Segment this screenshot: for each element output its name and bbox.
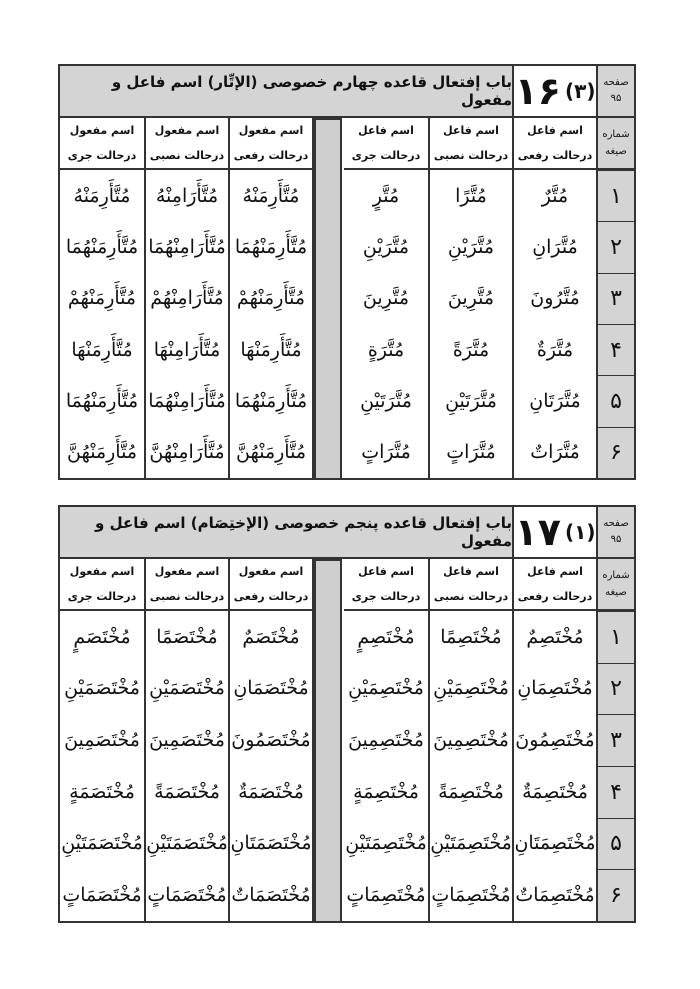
table-cell: مُتَّأَرِمَنْهَا bbox=[71, 338, 133, 361]
table-column bbox=[430, 611, 514, 921]
conjugation-table-16 bbox=[58, 64, 636, 480]
column-header-line2: درحالت نصبی bbox=[149, 149, 225, 162]
column-header-line1: اسم مفعول bbox=[238, 124, 304, 137]
table-cell: مُتَّرَةٍ bbox=[367, 338, 405, 361]
table-cell: مُتَّرٌ bbox=[541, 184, 569, 207]
row-number-header-line2: صیغه bbox=[605, 146, 627, 157]
column-header-line1: اسم فاعل bbox=[527, 565, 583, 578]
row-number: ۳ bbox=[598, 714, 634, 766]
table-cell: مُتَّرَتَانِ bbox=[529, 389, 581, 412]
table-column bbox=[146, 611, 230, 921]
table-cell: مُتَّأَرِمَنْهُمْ bbox=[236, 287, 306, 310]
table-cell: مُتَّأَرَامِنْهَا bbox=[153, 338, 221, 361]
conjugation-table-17 bbox=[58, 505, 636, 923]
column-header-line1: اسم مفعول bbox=[238, 565, 304, 578]
table-cell: مُخْتَصَمَةً bbox=[154, 780, 220, 803]
table-cell: مُخْتَصِمَةٍ bbox=[353, 780, 419, 803]
column-header bbox=[146, 118, 230, 170]
table-cell: مُخْتَصِمَةٌ bbox=[522, 780, 588, 803]
page-label: صفحه bbox=[603, 77, 629, 88]
table-cell: مُتَّرَتَيْنِ bbox=[360, 389, 412, 412]
table-cell: مُتَّرَاتٍ bbox=[361, 441, 411, 464]
table-cell: مُتَّرَيْنِ bbox=[447, 235, 495, 258]
row-number-header-line1: شماره bbox=[602, 129, 630, 140]
table-cell: مُتَّرٍ bbox=[372, 184, 400, 207]
table-cell: مُخْتَصَمٍ bbox=[73, 625, 131, 648]
table-cell: مُتَّرُونَ bbox=[530, 287, 580, 310]
row-number: ۳ bbox=[598, 273, 634, 324]
table-column bbox=[230, 611, 314, 921]
page-number: ۹۵ bbox=[610, 534, 622, 545]
row-number: ۵ bbox=[598, 375, 634, 426]
table-cell: مُخْتَصَمَتَيْنِ bbox=[146, 832, 228, 855]
table-cell: مُخْتَصَمَانِ bbox=[233, 677, 309, 700]
table-cell: مُتَّرِينَ bbox=[362, 287, 410, 310]
table-title: باب إفتعال قاعده پنجم خصوصی (الإختِصَام) اسم فاعل و مفعول bbox=[60, 507, 514, 557]
table-cell: مُخْتَصِمَانِ bbox=[517, 677, 593, 700]
table-cell: مُتَّرَاتٌ bbox=[530, 441, 580, 464]
column-header-line2: درحالت رفعی bbox=[517, 590, 593, 603]
table-cell: مُخْتَصَمَاتٌ bbox=[231, 884, 311, 907]
column-header-line1: اسم مفعول bbox=[69, 565, 135, 578]
table-cell: مُتَّرًا bbox=[455, 184, 487, 207]
row-number-header-line1: شماره bbox=[602, 570, 630, 581]
row-number: ۲ bbox=[598, 221, 634, 272]
row-number: ۶ bbox=[598, 427, 634, 478]
column-header-line2: درحالت رفعی bbox=[517, 149, 593, 162]
table-cell: مُخْتَصِمَاتٍ bbox=[431, 884, 511, 907]
table-cell: مُخْتَصَمَيْنِ bbox=[149, 677, 225, 700]
row-number-header bbox=[598, 559, 634, 611]
table-cell: مُخْتَصَمَتَيْنِ bbox=[61, 832, 143, 855]
table-cell: مُخْتَصِمَتَيْنِ bbox=[430, 832, 512, 855]
column-header-line1: اسم مفعول bbox=[154, 565, 220, 578]
column-header bbox=[60, 118, 146, 170]
table-cell: مُخْتَصَمِينَ bbox=[149, 729, 225, 752]
table-header bbox=[60, 66, 634, 118]
table-cell: مُتَّأَرِمَنْهُمَا bbox=[234, 389, 308, 412]
column-header-line2: درحالت جری bbox=[351, 149, 421, 162]
table-column bbox=[514, 170, 598, 478]
column-header-line1: اسم فاعل bbox=[358, 124, 414, 137]
lesson-main-number: ۱۷ bbox=[514, 510, 561, 554]
table-cell: مُخْتَصَمَتَانِ bbox=[230, 832, 312, 855]
table-cell: مُتَّرِينَ bbox=[447, 287, 495, 310]
table-cell: مُخْتَصِمٌ bbox=[526, 625, 584, 648]
row-number: ۵ bbox=[598, 818, 634, 870]
table-cell: مُخْتَصَمَيْنِ bbox=[64, 677, 140, 700]
lesson-main-number: ۱۶ bbox=[514, 69, 561, 113]
column-header bbox=[146, 559, 230, 611]
column-separator bbox=[314, 559, 342, 923]
table-cell: مُخْتَصَمٌ bbox=[242, 625, 300, 648]
table-cell: مُتَّأَرِمَنْهُ bbox=[73, 184, 131, 207]
column-header-line2: درحالت نصبی bbox=[433, 149, 509, 162]
page-ref bbox=[598, 66, 634, 116]
column-header-line2: درحالت جری bbox=[351, 590, 421, 603]
table-column bbox=[430, 170, 514, 478]
column-header bbox=[514, 118, 598, 170]
lesson-subnumber: (۳) bbox=[564, 79, 596, 103]
table-column bbox=[344, 611, 430, 921]
table-cell: مُتَّرَيْنِ bbox=[362, 235, 410, 258]
table-column bbox=[344, 170, 430, 478]
column-header bbox=[230, 118, 314, 170]
row-number: ۴ bbox=[598, 766, 634, 818]
column-header-line1: اسم فاعل bbox=[358, 565, 414, 578]
row-number: ۶ bbox=[598, 869, 634, 921]
table-cell: مُخْتَصَمَةٌ bbox=[238, 780, 304, 803]
lesson-number bbox=[514, 66, 598, 116]
table-column bbox=[60, 170, 146, 478]
table-cell: مُتَّأَرِمَنْهُمْ bbox=[67, 287, 137, 310]
table-cell: مُتَّأَرِمَنْهُمَا bbox=[65, 389, 139, 412]
table-cell: مُتَّأَرِمَنْهَا bbox=[240, 338, 302, 361]
column-header-line1: اسم مفعول bbox=[154, 124, 220, 137]
table-cell: مُتَّأَرِمَنْهُنَّ bbox=[67, 441, 138, 464]
table-cell: مُخْتَصِمَتَانِ bbox=[514, 832, 596, 855]
table-cell: مُخْتَصَمَةٍ bbox=[69, 780, 135, 803]
table-cell: مُخْتَصِمَاتٌ bbox=[515, 884, 595, 907]
table-cell: مُتَّأَرَامِنْهُمَا bbox=[148, 389, 226, 412]
table-cell: مُخْتَصِمُونَ bbox=[515, 729, 595, 752]
column-header-line1: اسم فاعل bbox=[443, 565, 499, 578]
table-column bbox=[230, 170, 314, 478]
table-cell: مُتَّأَرِمَنْهُمَا bbox=[65, 235, 139, 258]
column-header bbox=[344, 118, 430, 170]
table-cell: مُتَّأَرِمَنْهُ bbox=[242, 184, 300, 207]
table-cell: مُخْتَصِمَةً bbox=[438, 780, 504, 803]
table-cell: مُتَّأَرَامِنْهُ bbox=[155, 184, 219, 207]
column-header bbox=[230, 559, 314, 611]
table-column bbox=[60, 611, 146, 921]
table-cell: مُتَّرَانِ bbox=[532, 235, 578, 258]
column-header bbox=[60, 559, 146, 611]
column-header-line2: درحالت جری bbox=[67, 149, 137, 162]
table-cell: مُتَّأَرَامِنْهُنَّ bbox=[149, 441, 225, 464]
column-separator bbox=[314, 118, 342, 480]
column-header-line2: درحالت رفعی bbox=[233, 149, 309, 162]
table-title: باب إفتعال قاعده چهارم خصوصی (الإتِّار) اسم فاعل و مفعول bbox=[60, 66, 514, 116]
page-number: ۹۵ bbox=[610, 93, 622, 104]
table-header bbox=[60, 507, 634, 559]
column-header-line2: درحالت رفعی bbox=[233, 590, 309, 603]
column-header bbox=[430, 559, 514, 611]
table-cell: مُخْتَصِمَيْنِ bbox=[433, 677, 509, 700]
column-header-line2: درحالت نصبی bbox=[149, 590, 225, 603]
row-number: ۱ bbox=[598, 611, 634, 663]
column-header-line1: اسم فاعل bbox=[443, 124, 499, 137]
table-cell: مُتَّأَرِمَنْهُمَا bbox=[234, 235, 308, 258]
table-cell: مُخْتَصِمِينَ bbox=[433, 729, 509, 752]
table-cell: مُخْتَصَمًا bbox=[156, 625, 218, 648]
column-header bbox=[344, 559, 430, 611]
table-cell: مُتَّأَرِمَنْهُنَّ bbox=[236, 441, 307, 464]
page-label: صفحه bbox=[603, 518, 629, 529]
row-number: ۲ bbox=[598, 663, 634, 715]
column-header bbox=[514, 559, 598, 611]
table-cell: مُخْتَصَمُونَ bbox=[231, 729, 311, 752]
row-number: ۴ bbox=[598, 324, 634, 375]
table-cell: مُخْتَصِمًا bbox=[440, 625, 502, 648]
table-cell: مُخْتَصِمَيْنِ bbox=[348, 677, 424, 700]
table-cell: مُخْتَصِمَاتٍ bbox=[346, 884, 426, 907]
table-cell: مُتَّأَرَامِنْهُمْ bbox=[150, 287, 224, 310]
table-cell: مُتَّرَةٌ bbox=[536, 338, 574, 361]
table-column bbox=[146, 170, 230, 478]
table-cell: مُخْتَصَمَاتٍ bbox=[147, 884, 227, 907]
table-column bbox=[514, 611, 598, 921]
table-cell: مُتَّرَاتٍ bbox=[446, 441, 496, 464]
column-header-line2: درحالت جری bbox=[67, 590, 137, 603]
row-number: ۱ bbox=[598, 170, 634, 221]
table-cell: مُخْتَصِمِينَ bbox=[348, 729, 424, 752]
table-cell: مُتَّرَتَيْنِ bbox=[445, 389, 497, 412]
lesson-number bbox=[514, 507, 598, 557]
table-cell: مُتَّرَةً bbox=[452, 338, 490, 361]
table-cell: مُخْتَصَمَاتٍ bbox=[62, 884, 142, 907]
table-cell: مُخْتَصَمِينَ bbox=[64, 729, 140, 752]
column-header-line1: اسم مفعول bbox=[69, 124, 135, 137]
table-cell: مُتَّأَرَامِنْهُمَا bbox=[148, 235, 226, 258]
lesson-subnumber: (۱) bbox=[564, 520, 596, 544]
table-cell: مُخْتَصِمٍ bbox=[357, 625, 415, 648]
table-cell: مُخْتَصِمَتَيْنِ bbox=[345, 832, 427, 855]
row-number-header-line2: صیغه bbox=[605, 587, 627, 598]
row-number-header bbox=[598, 118, 634, 170]
column-header-line1: اسم فاعل bbox=[527, 124, 583, 137]
column-header bbox=[430, 118, 514, 170]
page-ref bbox=[598, 507, 634, 557]
column-header-line2: درحالت نصبی bbox=[433, 590, 509, 603]
